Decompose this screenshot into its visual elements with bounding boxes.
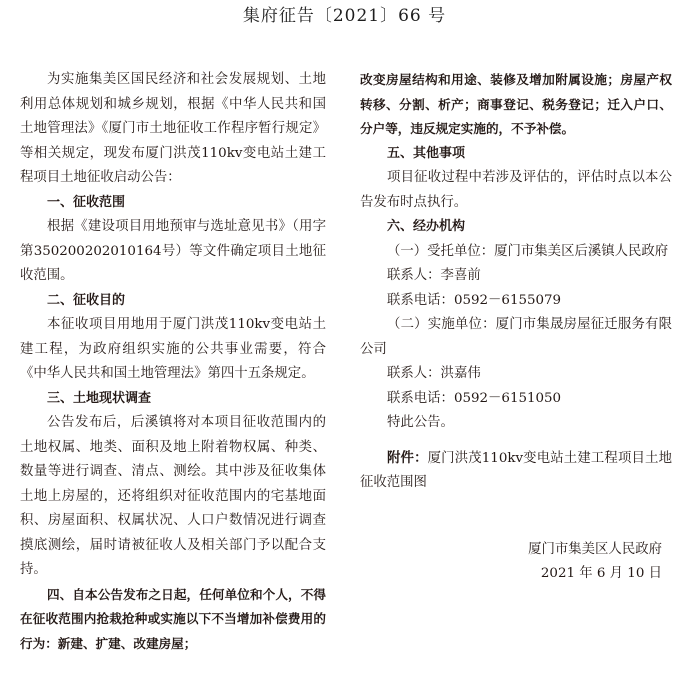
section-5-title: 五、其他事项 <box>387 145 466 161</box>
left-column <box>20 68 326 656</box>
contact-2-phone: 联系电话：0592－6151050 <box>387 390 562 406</box>
right-column <box>360 68 672 587</box>
implementing-unit: （二）实施单位：厦门市集晟房屋征迁服务有限公司 <box>360 317 672 357</box>
attachment <box>360 447 672 496</box>
section-5-body: 项目征收过程中若涉及评估的，评估时点以本公告发布时点执行。 <box>360 170 672 210</box>
section-4-bold: 四、自本公告发布之日起，任何单位和个人，不得在征收范围内抢栽抢种或实施以下不当增加补偿费用的行为：新建、扩建、改建房屋； <box>20 586 326 651</box>
section-3-body: 公告发布后，后溪镇将对本项目征收范围内的土地权属、地类、面积及地上附着物权属、种类、数量等进行调查、清点、测绘。其中涉及征收集体土地上房屋的，还将组织对征收范围内的宅基地面积、房屋面积、权属状况、人口户数情况进行调查摸底测绘，届时请被征收人及相关部门予以配合支持。 <box>20 415 326 577</box>
section-4-continuation: 改变房屋结构和用途、装修及增加附属设施；房屋产权转移、分割、析产；商事登记、税务登记；迁入户口、分户等，违反规定实施的，不予补偿。 <box>360 72 672 136</box>
issue-date: 2021 年 6 月 10 日 <box>540 566 662 581</box>
entrusted-unit: （一）受托单位：厦门市集美区后溪镇人民政府 <box>387 243 669 259</box>
contact-2-name: 联系人：洪嘉伟 <box>387 366 481 381</box>
intro-paragraph: 为实施集美区国民经济和社会发展规划、土地利用总体规划和城乡规划，根据《中华人民共和国土地管理法》《厦门市土地征收工作程序暂行规定》等相关规定，现发布厦门洪茂110kv变电站土建工程项目土地征收启动公告： <box>20 72 326 185</box>
contact-1-name: 联系人：李喜前 <box>387 268 481 283</box>
closing-line: 特此公告。 <box>387 415 454 430</box>
section-2-title: 二、征收目的 <box>47 292 126 308</box>
attachment-label: 附件： <box>387 450 428 466</box>
attachment-text: 厦门洪茂110kv变电站土建工程项目土地征收范围图 <box>360 450 672 490</box>
document-number: 集府征告〔2021〕66 号 <box>242 6 447 26</box>
section-1-body: 根据《建设项目用地预审与选址意见书》（用字第350200202010164号）等文件确定项目土地征收范围。 <box>20 219 326 283</box>
section-2-body: 本征收项目用地用于厦门洪茂110kv变电站土建工程，为政府组织实施的公共事业需要，符合《中华人民共和国土地管理法》第四十五条规定。 <box>20 317 326 381</box>
issuer: 厦门市集美区人民政府 <box>528 541 662 557</box>
section-1-title: 一、征收范围 <box>47 194 126 210</box>
contact-1-phone: 联系电话：0592－6155079 <box>387 292 562 308</box>
section-3-title: 三、土地现状调查 <box>47 390 152 406</box>
section-6-title: 六、经办机构 <box>387 219 466 234</box>
